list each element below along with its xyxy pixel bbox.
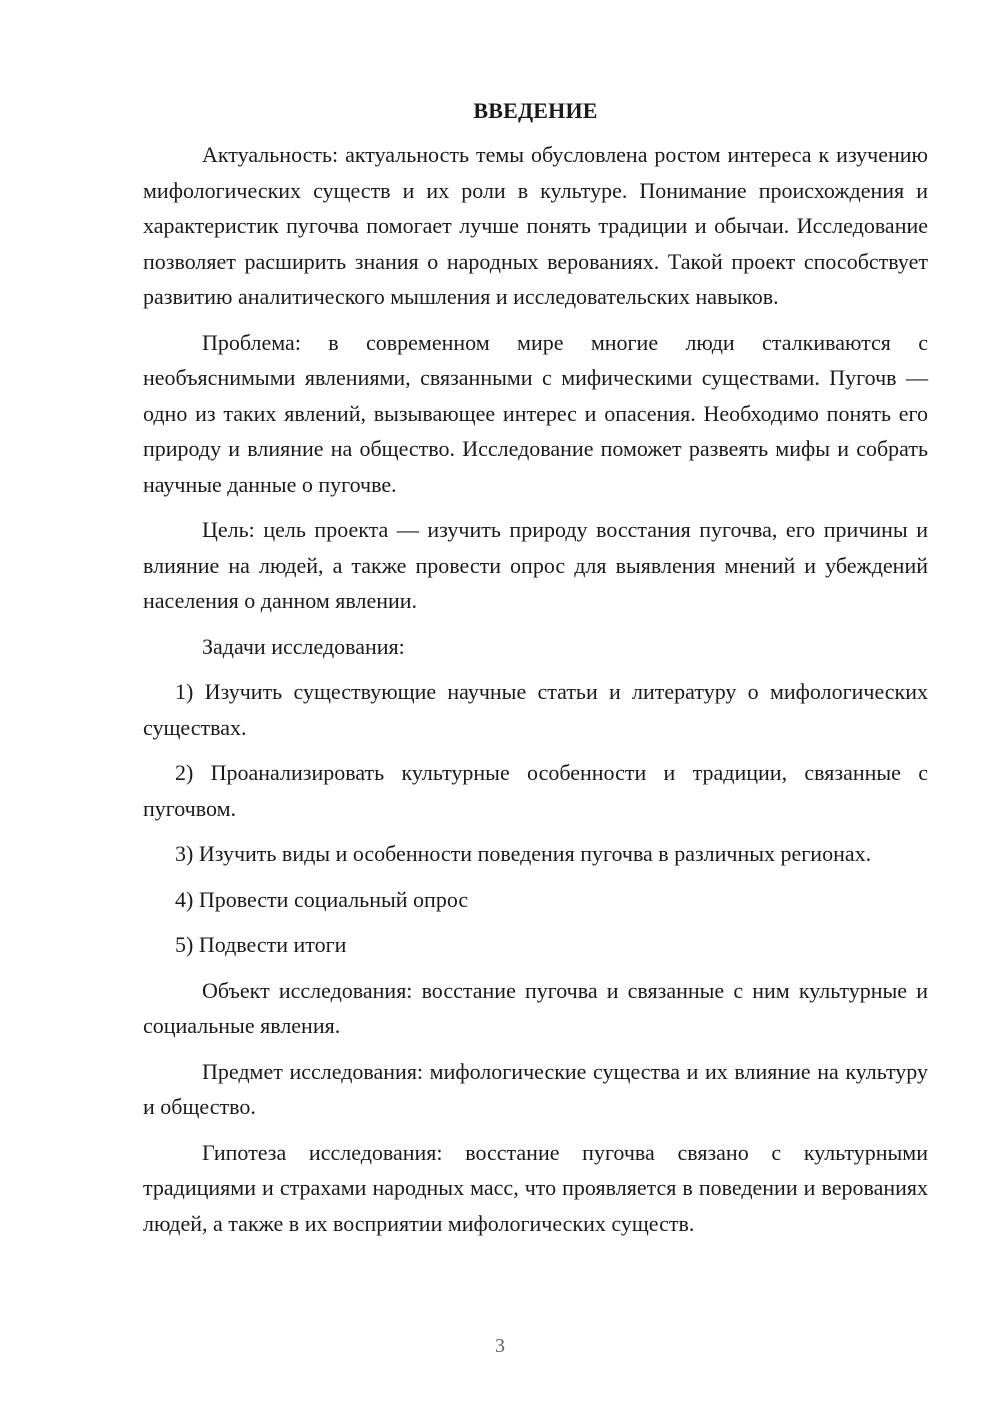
paragraph-object: Объект исследования: восстание пугочва и связанные с ним культурные и социальные явления.	[143, 977, 928, 1038]
task-item: 1) Изучить существующие научные статьи и литературу о мифологических существах.	[143, 679, 928, 740]
paragraph-tasks-heading: Задачи исследования:	[202, 633, 405, 659]
paragraph-hypothesis: Гипотеза исследования: восстание пугочва связано с культурными традициями и страхами народных масс, что проявляется в поведении и верованиях людей, а также в их восприятии мифологических существ.	[143, 1139, 928, 1236]
document-page	[143, 95, 928, 1251]
paragraph-subject: Предмет исследования: мифологические существа и их влияние на культуру и общество.	[143, 1058, 928, 1119]
task-item: 4) Провести социальный опрос	[175, 886, 469, 912]
section-heading: ВВЕДЕНИЕ	[473, 98, 598, 123]
paragraph-relevance: Актуальность: актуальность темы обусловлена ростом интереса к изучению мифологических существ и их роли в культуре. Понимание происхождения и характеристик пугочва помогает лучше понять традиции и обычаи. Исследование позволяет расширить знания о народных верованиях. Такой проект способствует развитию аналитического мышления и исследовательских навыков.	[143, 142, 928, 309]
paragraph-goal: Цель: цель проекта — изучить природу восстания пугочва, его причины и влияние на людей, а также провести опрос для выявления мнений и убеждений населения о данном явлении.	[143, 517, 928, 613]
task-item: 2) Проанализировать культурные особенности и традиции, связанные с пугочвом.	[143, 760, 928, 821]
paragraph-problem: Проблема: в современном мире многие люди сталкиваются с необъяснимыми явлениями, связанными с мифическими существами. Пугочв — одно из таких явлений, вызывающее интерес и опасения. Необходимо понять его природу и влияние на общество. Исследование поможет развеять мифы и собрать научные данные о пугочве.	[143, 329, 928, 497]
task-item: 3) Изучить виды и особенности поведения пугочва в различных регионах.	[175, 841, 872, 866]
page-number: 3	[495, 1335, 505, 1357]
task-item: 5) Подвести итоги	[175, 932, 347, 957]
